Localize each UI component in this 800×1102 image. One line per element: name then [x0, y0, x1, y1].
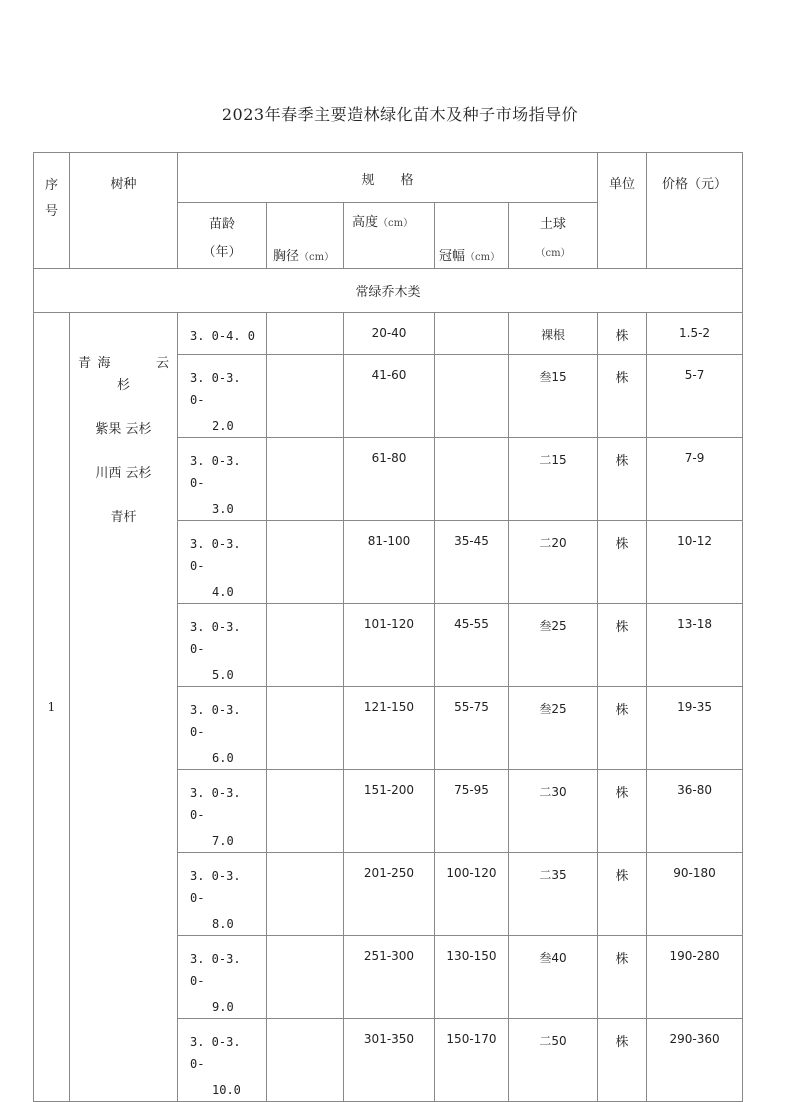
height-cell: 251-300 [344, 936, 435, 1019]
height-cell: 121-150 [344, 687, 435, 770]
dbh-cell [267, 770, 344, 853]
age-line: 3. 0-3. 0- [190, 952, 241, 988]
age-line: 10.0 [212, 1083, 241, 1097]
age-line: 9.0 [212, 1000, 234, 1014]
ball-cell: 叁25 [509, 687, 598, 770]
price-cell: 290-360 [647, 1019, 743, 1102]
unit-cell: 株 [598, 521, 647, 604]
age-cell [178, 687, 267, 770]
header-unit: 单位 [598, 153, 647, 269]
age-line: 2.0 [212, 419, 234, 433]
unit-cell: 株 [598, 687, 647, 770]
age-cell [178, 936, 267, 1019]
dbh-cell [267, 1019, 344, 1102]
unit-cell: 株 [598, 355, 647, 438]
header-ball: 土球 （cm） [509, 203, 598, 269]
age-cell [178, 313, 267, 355]
age-line: 6.0 [212, 751, 234, 765]
crown-cell: 100-120 [435, 853, 509, 936]
header-price: 价格（元） [647, 153, 743, 269]
dbh-cell [267, 853, 344, 936]
page-title: 2023年春季主要造林绿化苗木及种子市场指导价 [221, 105, 579, 124]
dbh-cell [267, 355, 344, 438]
age-cell [178, 770, 267, 853]
age-line: 3. 0-3. 0- [190, 454, 241, 490]
age-cell [178, 604, 267, 687]
unit-cell: 株 [598, 936, 647, 1019]
age-cell [178, 438, 267, 521]
height-cell: 101-120 [344, 604, 435, 687]
age-line: 8.0 [212, 917, 234, 931]
crown-cell: 150-170 [435, 1019, 509, 1102]
dbh-cell [267, 438, 344, 521]
species-name: 杉 [116, 378, 130, 393]
crown-cell: 45-55 [435, 604, 509, 687]
ball-cell: 二20 [509, 521, 598, 604]
height-cell: 20-40 [344, 313, 435, 355]
dbh-cell [267, 604, 344, 687]
header-dbh: 胸径（cm） [267, 203, 344, 269]
price-cell: 1.5-2 [647, 313, 743, 355]
dbh-cell [267, 313, 344, 355]
crown-cell [435, 355, 509, 438]
age-cell [178, 853, 267, 936]
height-cell: 151-200 [344, 770, 435, 853]
header-spec: 规 格 [178, 153, 598, 203]
height-cell: 61-80 [344, 438, 435, 521]
price-cell: 5-7 [647, 355, 743, 438]
ball-cell: 叁40 [509, 936, 598, 1019]
price-cell: 13-18 [647, 604, 743, 687]
crown-cell: 130-150 [435, 936, 509, 1019]
dbh-cell [267, 936, 344, 1019]
header-species: 树种 [70, 153, 178, 269]
price-cell: 7-9 [647, 438, 743, 521]
crown-cell: 35-45 [435, 521, 509, 604]
category-row: 常绿乔木类 [34, 269, 743, 313]
table-row [34, 313, 743, 355]
price-cell: 90-180 [647, 853, 743, 936]
header-seq: 序 号 [34, 153, 70, 269]
age-line: 3. 0-4. 0 [190, 329, 256, 343]
crown-cell [435, 438, 509, 521]
age-line: 7.0 [212, 834, 234, 848]
age-line: 4.0 [212, 585, 234, 599]
crown-cell: 55-75 [435, 687, 509, 770]
price-cell: 36-80 [647, 770, 743, 853]
row-seq: 1 [34, 313, 70, 1102]
age-line: 3. 0-3. 0- [190, 620, 241, 656]
dbh-cell [267, 521, 344, 604]
age-line: 3.0 [212, 502, 234, 516]
ball-cell: 叁15 [509, 355, 598, 438]
ball-cell: 二30 [509, 770, 598, 853]
age-line: 3. 0-3. 0- [190, 869, 241, 905]
age-cell [178, 521, 267, 604]
age-cell [178, 1019, 267, 1102]
ball-cell: 裸根 [509, 313, 598, 355]
header-height: 高度（cm） [344, 203, 435, 269]
age-line: 3. 0-3. 0- [190, 1035, 241, 1071]
crown-cell: 75-95 [435, 770, 509, 853]
height-cell: 81-100 [344, 521, 435, 604]
ball-cell: 二50 [509, 1019, 598, 1102]
age-line: 3. 0-3. 0- [190, 371, 241, 407]
height-cell: 41-60 [344, 355, 435, 438]
header-age: 苗龄 （年） [178, 203, 267, 269]
age-line: 5.0 [212, 668, 234, 682]
header-crown: 冠幅（cm） [435, 203, 509, 269]
height-cell: 301-350 [344, 1019, 435, 1102]
dbh-cell [267, 687, 344, 770]
species-name: 紫果 云杉 [95, 422, 152, 437]
unit-cell: 株 [598, 853, 647, 936]
age-line: 3. 0-3. 0- [190, 703, 241, 739]
height-cell: 201-250 [344, 853, 435, 936]
price-cell: 190-280 [647, 936, 743, 1019]
species-name: 青海 云 [78, 356, 169, 371]
age-line: 3. 0-3. 0- [190, 786, 241, 822]
age-line: 3. 0-3. 0- [190, 537, 241, 573]
ball-cell: 二35 [509, 853, 598, 936]
age-cell [178, 355, 267, 438]
unit-cell: 株 [598, 770, 647, 853]
species-cell [70, 313, 178, 1102]
crown-cell [435, 313, 509, 355]
unit-cell: 株 [598, 438, 647, 521]
ball-cell: 叁25 [509, 604, 598, 687]
price-cell: 10-12 [647, 521, 743, 604]
unit-cell: 株 [598, 1019, 647, 1102]
species-name: 青杆 [110, 510, 137, 525]
ball-cell: 二15 [509, 438, 598, 521]
price-table [33, 152, 743, 1102]
unit-cell: 株 [598, 604, 647, 687]
unit-cell: 株 [598, 313, 647, 355]
price-cell: 19-35 [647, 687, 743, 770]
species-name: 川西 云杉 [95, 466, 152, 481]
